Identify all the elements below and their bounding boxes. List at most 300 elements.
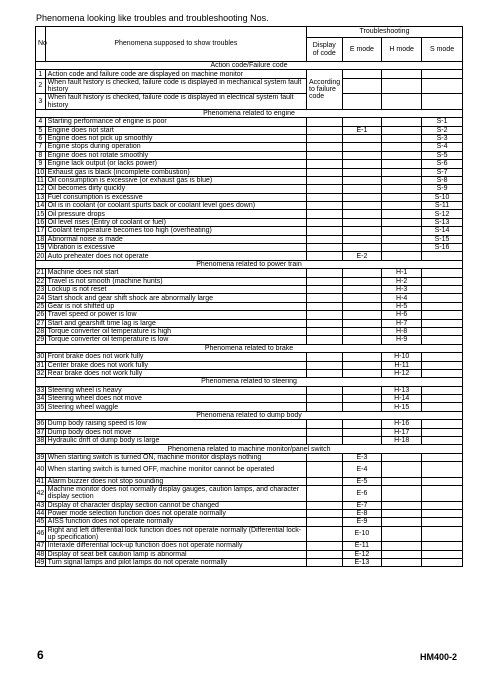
row-display-code — [307, 453, 342, 461]
table-row — [36, 210, 463, 218]
table-row — [36, 509, 463, 517]
row-h-mode: H-1 — [382, 269, 422, 277]
row-h-mode — [382, 227, 422, 235]
row-number: 49 — [36, 559, 45, 567]
row-h-mode — [382, 134, 422, 142]
row-number: 25 — [36, 302, 45, 310]
row-s-mode — [422, 477, 463, 485]
row-e-mode: E-2 — [342, 252, 382, 260]
row-phenomenon: Steering wheel is heavy — [45, 386, 306, 394]
row-number: 35 — [36, 403, 45, 411]
row-h-mode — [382, 70, 422, 78]
row-e-mode: E-5 — [342, 477, 382, 485]
row-phenomenon: Engine does not start — [45, 126, 306, 134]
row-number: 29 — [36, 336, 45, 344]
row-phenomenon: Machine does not start — [45, 269, 306, 277]
row-h-mode — [382, 244, 422, 252]
row-phenomenon: Engine does not rotate smoothly — [45, 151, 306, 159]
row-display-code — [307, 252, 342, 260]
row-h-mode: H-13 — [382, 386, 422, 394]
row-e-mode: E-1 — [342, 126, 382, 134]
row-display-code — [307, 501, 342, 509]
row-phenomenon: Machine monitor does not normally display gauges, caution lamps, and character display section — [45, 486, 306, 502]
row-display-code — [307, 386, 342, 394]
row-number: 2 — [36, 78, 46, 94]
row-phenomenon: Action code and failure code are displayed on machine monitor — [45, 70, 306, 78]
row-number: 20 — [36, 252, 45, 260]
row-number: 27 — [36, 319, 45, 327]
table-row — [36, 311, 463, 319]
table-row — [36, 336, 463, 344]
row-display-code — [307, 477, 342, 485]
table-row — [36, 437, 463, 445]
row-e-mode — [342, 327, 382, 335]
row-number: 26 — [36, 311, 45, 319]
row-phenomenon: Rear brake does not work fully — [45, 369, 306, 377]
table-row — [36, 518, 463, 526]
row-number: 28 — [36, 328, 45, 336]
row-number: 17 — [36, 227, 45, 235]
row-phenomenon: Oil is in coolant (or coolant spurts back or coolant level goes down) — [45, 202, 306, 210]
row-e-mode — [342, 134, 382, 142]
row-e-mode — [342, 235, 382, 243]
row-display-code — [307, 550, 342, 558]
row-s-mode: S-14 — [422, 227, 463, 235]
row-phenomenon: Exhaust gas is black (incomplete combustion) — [45, 168, 306, 176]
row-number: 48 — [36, 550, 45, 558]
row-s-mode — [422, 94, 463, 110]
row-number: 32 — [36, 370, 45, 378]
row-display-code — [307, 302, 342, 310]
model-number: HM400-2 — [419, 652, 457, 662]
row-phenomenon: Vibration is excessive — [45, 244, 306, 252]
row-phenomenon: Engine stops during operation — [45, 143, 306, 151]
row-phenomenon: Oil becomes dirty quickly — [45, 185, 306, 193]
table-row — [36, 94, 463, 110]
row-e-mode — [342, 227, 382, 235]
row-display-code — [307, 353, 342, 361]
row-h-mode — [382, 509, 422, 517]
table-row — [36, 428, 463, 436]
row-phenomenon: Travel speed or power is low — [45, 311, 306, 319]
header-troubleshooting: Troubleshooting — [307, 27, 463, 38]
row-e-mode: E-11 — [342, 542, 382, 550]
row-e-mode — [342, 244, 382, 252]
row-number: 16 — [36, 218, 45, 226]
table-row — [36, 526, 463, 542]
row-phenomenon: Display of character display section cannot be changed — [45, 501, 306, 509]
row-number: 4 — [36, 118, 46, 126]
row-phenomenon: Gear is not shifted up — [45, 302, 306, 310]
row-number: 23 — [36, 286, 45, 294]
row-s-mode — [422, 386, 463, 394]
row-e-mode — [342, 151, 382, 159]
section-title: Action code/Failure code — [36, 62, 463, 70]
row-display-code — [307, 277, 342, 285]
table-row — [36, 395, 463, 403]
row-s-mode — [422, 486, 463, 502]
row-e-mode: E-13 — [342, 559, 382, 567]
header-e-mode: E mode — [342, 38, 382, 62]
table-row — [36, 327, 463, 335]
row-number: 18 — [36, 235, 45, 243]
row-s-mode: S-6 — [422, 160, 463, 168]
row-s-mode — [422, 252, 463, 260]
row-display-code — [307, 395, 342, 403]
row-e-mode — [342, 285, 382, 293]
row-display-code — [307, 403, 342, 411]
row-phenomenon: Abnormal noise is made — [45, 235, 306, 243]
row-h-mode — [382, 151, 422, 159]
row-s-mode — [422, 369, 463, 377]
header-h-mode: H mode — [382, 38, 422, 62]
row-number: 41 — [36, 477, 45, 485]
row-s-mode: S-8 — [422, 176, 463, 184]
row-h-mode — [382, 168, 422, 176]
row-number: 44 — [36, 510, 45, 518]
table-row — [36, 462, 463, 478]
row-h-mode — [382, 550, 422, 558]
row-display-code — [307, 202, 342, 210]
row-display-code — [307, 143, 342, 151]
row-s-mode — [422, 319, 463, 327]
row-display-code — [307, 134, 342, 142]
section-title: Phenomena related to machine monitor/panel switch — [36, 445, 463, 453]
table-row — [36, 403, 463, 411]
table-row — [36, 550, 463, 558]
row-s-mode — [422, 327, 463, 335]
display-of-code-note: According to failure code — [307, 70, 342, 109]
row-number: 38 — [36, 437, 45, 445]
table-row — [36, 386, 463, 394]
row-h-mode — [382, 453, 422, 461]
table-row — [36, 542, 463, 550]
row-h-mode: H-10 — [382, 353, 422, 361]
table-row — [36, 218, 463, 226]
row-number: 31 — [36, 361, 45, 369]
row-s-mode — [422, 294, 463, 302]
table-row — [36, 319, 463, 327]
row-s-mode: S-3 — [422, 134, 463, 142]
table-row — [36, 453, 463, 461]
row-h-mode: H-4 — [382, 294, 422, 302]
row-s-mode — [422, 353, 463, 361]
row-e-mode — [342, 353, 382, 361]
row-e-mode — [342, 218, 382, 226]
table-row — [36, 176, 463, 184]
row-display-code — [307, 244, 342, 252]
row-s-mode — [422, 437, 463, 445]
row-number: 15 — [36, 210, 45, 218]
row-h-mode — [382, 160, 422, 168]
row-h-mode — [382, 218, 422, 226]
row-s-mode — [422, 542, 463, 550]
row-h-mode — [382, 126, 422, 134]
row-display-code — [307, 437, 342, 445]
row-number: 30 — [36, 353, 45, 361]
row-phenomenon: When fault history is checked, failure code is displayed in electrical system fault history — [45, 94, 306, 110]
row-number: 36 — [36, 420, 45, 428]
row-phenomenon: Right and left differential lock function does not operate normally (Differential lock-up specification) — [45, 526, 306, 542]
row-s-mode — [422, 70, 463, 78]
row-e-mode — [342, 176, 382, 184]
header-s-mode: S mode — [422, 38, 463, 62]
row-e-mode — [342, 319, 382, 327]
row-s-mode: S-4 — [422, 143, 463, 151]
row-h-mode: H-7 — [382, 319, 422, 327]
row-h-mode — [382, 518, 422, 526]
row-s-mode — [422, 559, 463, 567]
row-e-mode: E-4 — [342, 462, 382, 478]
row-s-mode — [422, 302, 463, 310]
row-display-code — [307, 428, 342, 436]
row-display-code — [307, 420, 342, 428]
row-h-mode: H-18 — [382, 437, 422, 445]
row-number: 43 — [36, 501, 45, 509]
row-phenomenon: Start shock and gear shift shock are abnormally large — [45, 294, 306, 302]
row-number: 39 — [36, 453, 45, 461]
table-row — [36, 185, 463, 193]
row-number: 11 — [36, 177, 44, 185]
row-e-mode: E-10 — [342, 526, 382, 542]
row-h-mode — [382, 501, 422, 509]
row-number: 46 — [36, 526, 46, 542]
row-display-code — [307, 151, 342, 159]
table-row — [36, 193, 463, 201]
row-h-mode: H-14 — [382, 395, 422, 403]
row-e-mode — [342, 277, 382, 285]
row-h-mode: H-9 — [382, 336, 422, 344]
row-h-mode — [382, 235, 422, 243]
row-number: 19 — [36, 244, 45, 252]
table-row — [36, 143, 463, 151]
row-s-mode — [422, 526, 463, 542]
row-display-code — [307, 118, 342, 126]
row-display-code — [307, 294, 342, 302]
row-phenomenon: When starting switch is turned OFF, machine monitor cannot be operated — [45, 462, 306, 478]
row-h-mode: H-11 — [382, 361, 422, 369]
row-display-code — [307, 227, 342, 235]
table-row — [36, 160, 463, 168]
row-number: 45 — [36, 518, 45, 526]
row-display-code — [307, 526, 342, 542]
row-h-mode: H-3 — [382, 285, 422, 293]
troubleshooting-table — [35, 26, 463, 567]
section-title: Phenomena related to dump body — [36, 411, 463, 419]
row-h-mode: H-16 — [382, 420, 422, 428]
row-phenomenon: Hydraulic drift of dump body is large — [45, 437, 306, 445]
row-phenomenon: Display of seat belt caution lamp is abnormal — [45, 550, 306, 558]
row-phenomenon: Coolant temperature becomes too high (overheating) — [45, 227, 306, 235]
row-s-mode: S-13 — [422, 218, 463, 226]
row-phenomenon: Steering wheel waggle — [45, 403, 306, 411]
row-s-mode — [422, 501, 463, 509]
row-phenomenon: When fault history is checked, failure code is displayed in mechanical system fault history — [45, 78, 306, 94]
row-phenomenon: Starting performance of engine is poor — [45, 118, 306, 126]
row-s-mode — [422, 285, 463, 293]
row-s-mode — [422, 336, 463, 344]
row-phenomenon: Dump body raising speed is low — [45, 420, 306, 428]
row-e-mode — [342, 269, 382, 277]
row-e-mode — [342, 70, 382, 78]
row-number: 40 — [36, 462, 46, 478]
row-s-mode — [422, 428, 463, 436]
row-phenomenon: Auto preheater does not operate — [45, 252, 306, 260]
row-display-code — [307, 518, 342, 526]
row-phenomenon: Start and gearshift time lag is large — [45, 319, 306, 327]
page-title: Phenomena looking like troubles and troubleshooting Nos. — [36, 13, 269, 23]
row-e-mode: E-8 — [342, 509, 382, 517]
row-h-mode — [382, 559, 422, 567]
row-e-mode: E-6 — [342, 486, 382, 502]
row-s-mode: S-15 — [422, 235, 463, 243]
row-phenomenon: Alarm buzzer does not stop sounding — [45, 477, 306, 485]
row-number: 1 — [36, 70, 46, 78]
row-e-mode: E-12 — [342, 550, 382, 558]
row-s-mode — [422, 420, 463, 428]
table-row — [36, 361, 463, 369]
row-e-mode — [342, 160, 382, 168]
row-phenomenon: Oil level rises (Entry of coolant or fuel) — [45, 218, 306, 226]
table-row — [36, 78, 463, 94]
row-display-code — [307, 210, 342, 218]
page-number: 6 — [37, 648, 44, 662]
table-row — [36, 302, 463, 310]
row-e-mode — [342, 311, 382, 319]
table-row — [36, 235, 463, 243]
row-s-mode — [422, 462, 463, 478]
row-e-mode — [342, 437, 382, 445]
row-phenomenon: Engine does not pick up smoothly — [45, 134, 306, 142]
row-number: 10 — [36, 168, 45, 176]
row-e-mode — [342, 193, 382, 201]
row-phenomenon: Lockup is not reset — [45, 285, 306, 293]
row-e-mode — [342, 202, 382, 210]
row-s-mode: S-2 — [422, 126, 463, 134]
row-display-code — [307, 218, 342, 226]
table-row — [36, 501, 463, 509]
row-phenomenon: Front brake does not work fully — [45, 353, 306, 361]
row-h-mode: H-2 — [382, 277, 422, 285]
row-e-mode — [342, 420, 382, 428]
table-row — [36, 269, 463, 277]
row-number: 42 — [36, 486, 46, 502]
row-display-code — [307, 235, 342, 243]
row-h-mode — [382, 477, 422, 485]
row-phenomenon: Interaxle differential lock-up function does not operate normally — [45, 542, 306, 550]
row-s-mode — [422, 403, 463, 411]
row-e-mode — [342, 294, 382, 302]
table-row — [36, 202, 463, 210]
row-e-mode — [342, 302, 382, 310]
row-display-code — [307, 311, 342, 319]
row-display-code — [307, 176, 342, 184]
row-h-mode: H-17 — [382, 428, 422, 436]
row-h-mode — [382, 462, 422, 478]
row-number: 24 — [36, 294, 45, 302]
row-h-mode — [382, 176, 422, 184]
section-title: Phenomena related to steering — [36, 378, 463, 386]
row-phenomenon: Steering wheel does not move — [45, 395, 306, 403]
row-display-code — [307, 319, 342, 327]
row-h-mode — [382, 526, 422, 542]
row-h-mode — [382, 210, 422, 218]
table-row — [36, 252, 463, 260]
row-s-mode: S-5 — [422, 151, 463, 159]
row-e-mode — [342, 403, 382, 411]
row-s-mode: S-16 — [422, 244, 463, 252]
row-display-code — [307, 269, 342, 277]
row-e-mode — [342, 395, 382, 403]
row-h-mode — [382, 542, 422, 550]
row-number: 3 — [36, 94, 46, 110]
row-e-mode — [342, 336, 382, 344]
row-number: 7 — [36, 143, 46, 151]
row-phenomenon: Oil pressure drops — [45, 210, 306, 218]
row-display-code — [307, 336, 342, 344]
table-row — [36, 168, 463, 176]
row-number: 21 — [36, 269, 45, 277]
row-h-mode — [382, 202, 422, 210]
row-display-code — [307, 559, 342, 567]
table-row — [36, 70, 463, 78]
row-e-mode — [342, 210, 382, 218]
row-s-mode — [422, 509, 463, 517]
row-s-mode: S-7 — [422, 168, 463, 176]
row-e-mode — [342, 361, 382, 369]
row-number: 9 — [36, 160, 46, 168]
table-row — [36, 294, 463, 302]
row-display-code — [307, 160, 342, 168]
table-row — [36, 134, 463, 142]
row-h-mode — [382, 486, 422, 502]
row-e-mode — [342, 369, 382, 377]
row-number: 5 — [36, 126, 46, 134]
row-display-code — [307, 369, 342, 377]
table-row — [36, 486, 463, 502]
row-e-mode — [342, 143, 382, 151]
row-s-mode: S-10 — [422, 193, 463, 201]
table-row — [36, 244, 463, 252]
table-row — [36, 151, 463, 159]
table-row — [36, 277, 463, 285]
row-s-mode — [422, 277, 463, 285]
table-row — [36, 126, 463, 134]
row-h-mode — [382, 143, 422, 151]
row-phenomenon: When starting switch is turned ON, machine monitor displays nothing — [45, 453, 306, 461]
section-title: Phenomena related to brake — [36, 344, 463, 352]
table-row — [36, 118, 463, 126]
row-h-mode — [382, 118, 422, 126]
row-number: 14 — [36, 202, 45, 210]
row-phenomenon: Dump body does not move — [45, 428, 306, 436]
row-h-mode: H-8 — [382, 327, 422, 335]
row-h-mode: H-6 — [382, 311, 422, 319]
row-display-code — [307, 361, 342, 369]
row-s-mode: S-12 — [422, 210, 463, 218]
header-phenomena: Phenomena supposed to show troubles — [45, 27, 306, 62]
row-e-mode — [342, 185, 382, 193]
row-phenomenon: Torque converter oil temperature is high — [45, 327, 306, 335]
row-display-code — [307, 126, 342, 134]
row-number: 13 — [36, 193, 45, 201]
row-number: 6 — [36, 134, 46, 142]
row-number: 47 — [36, 542, 45, 550]
section-title: Phenomena related to engine — [36, 109, 463, 117]
row-number: 12 — [36, 185, 45, 193]
row-h-mode: H-12 — [382, 369, 422, 377]
row-e-mode — [342, 78, 382, 94]
